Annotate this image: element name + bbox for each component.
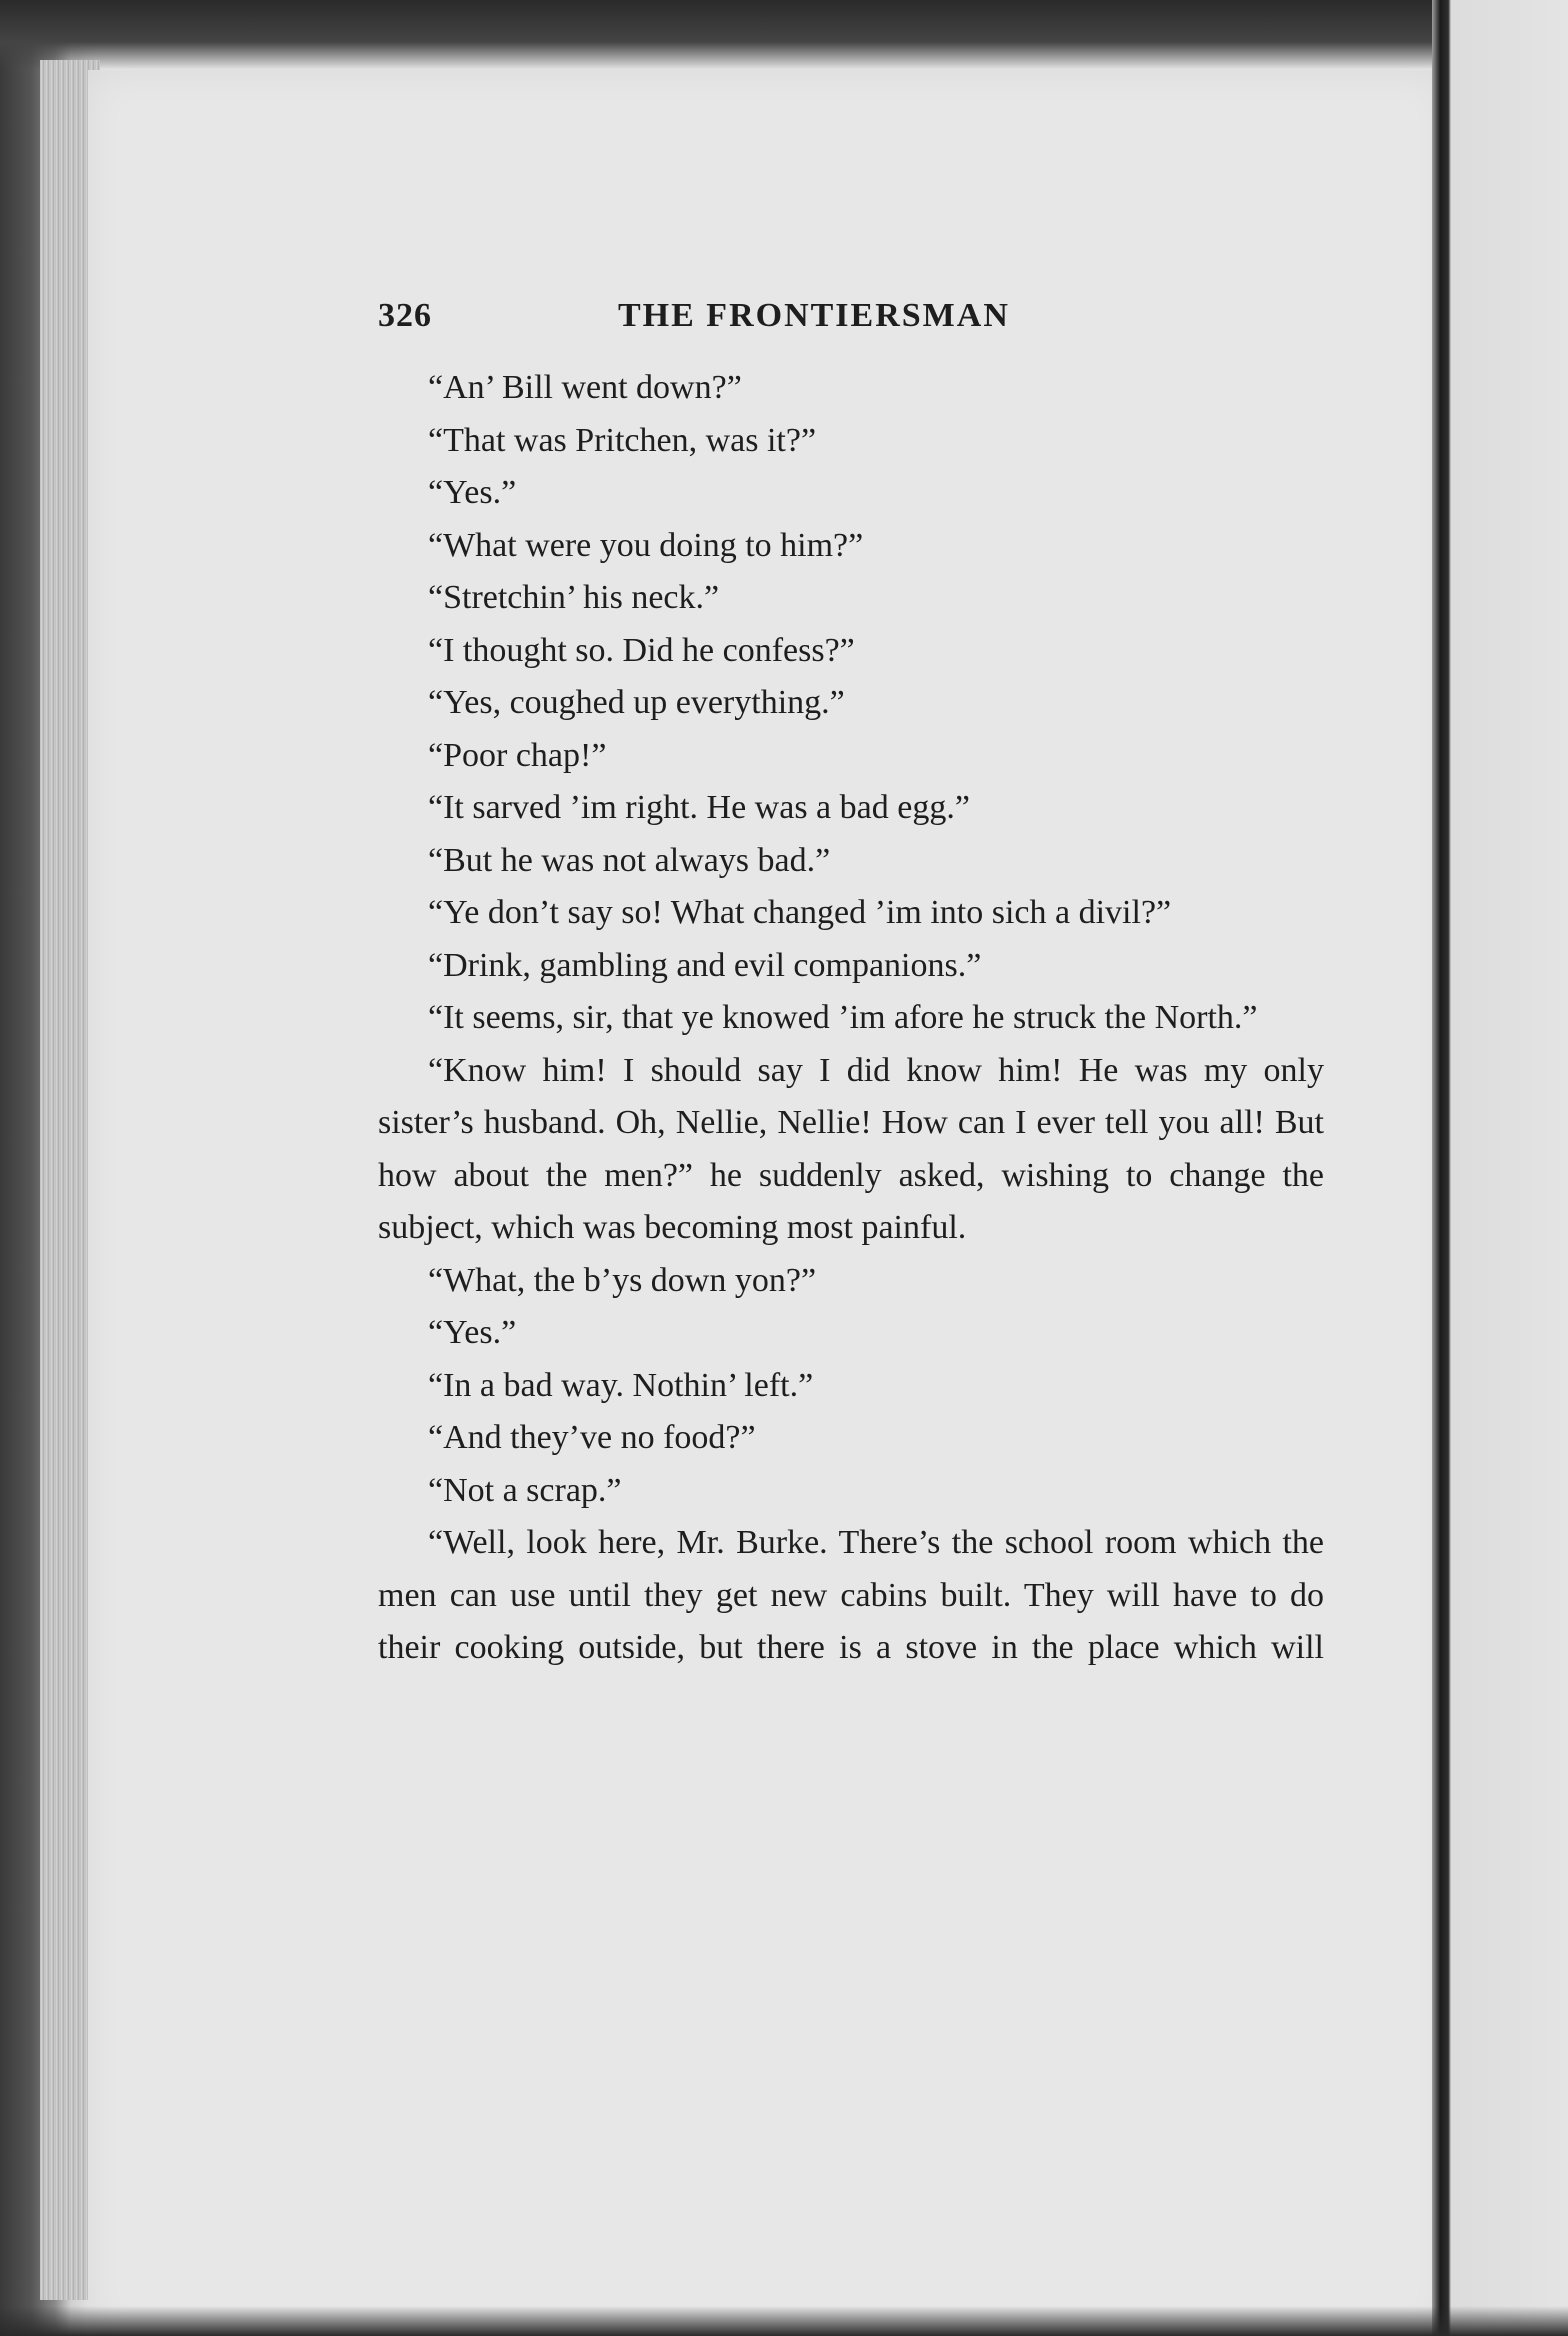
page-text [378, 290, 1324, 1675]
paragraph: “I thought so. Did he confess?” [428, 631, 855, 669]
paragraph: “In a bad way. Nothin’ left.” [428, 1366, 814, 1404]
paragraph: “And they’ve no food?” [428, 1419, 756, 1456]
top-shadow [0, 0, 1568, 70]
book-gutter [1432, 0, 1568, 2336]
paragraph: “Stretchin’ his neck.” [428, 579, 720, 616]
paragraph: “Yes.” [428, 1314, 517, 1351]
paragraph: “Drink, gambling and evil companions.” [428, 946, 982, 984]
paragraph: “That was Pritchen, was it?” [428, 421, 817, 459]
paragraph: “But he was not always bad.” [428, 841, 831, 879]
paragraph: “An’ Bill went down?” [428, 369, 742, 406]
paragraph: “Poor chap!” [428, 736, 607, 774]
page-number: 326 [378, 297, 432, 334]
paragraph: “Well, look here, Mr. Burke. There’s the school room which the men can use until they get new cabins built. They will have to do their cooking outside, but there is a stove in the place which will [378, 1524, 1324, 1666]
page-header [378, 290, 1324, 362]
paragraph: “It sarved ’im right. He was a bad egg.” [428, 789, 970, 826]
bottom-shadow [0, 2306, 1568, 2336]
running-head: THE FRONTIERSMAN [618, 297, 1010, 334]
paragraph: “Not a scrap.” [428, 1471, 622, 1509]
paragraph: “Ye don’t say so! What changed ’im into sich a divil?” [428, 894, 1172, 931]
paragraph: “What, the b’ys down yon?” [428, 1261, 817, 1299]
paragraph: “What were you doing to him?” [428, 526, 864, 564]
paragraph: “It seems, sir, that ye knowed ’im afore he struck the North.” [428, 999, 1258, 1036]
paragraph: “Yes.” [428, 474, 517, 511]
paragraph: “Know him! I should say I did know him! He was my only sister’s husband. Oh, Nellie, Nellie! How can I ever tell you all! But how about the men?” he suddenly asked, wishing to change the subject, which was becoming most painful. [378, 1051, 1324, 1246]
paragraph: “Yes, coughed up everything.” [428, 684, 845, 721]
